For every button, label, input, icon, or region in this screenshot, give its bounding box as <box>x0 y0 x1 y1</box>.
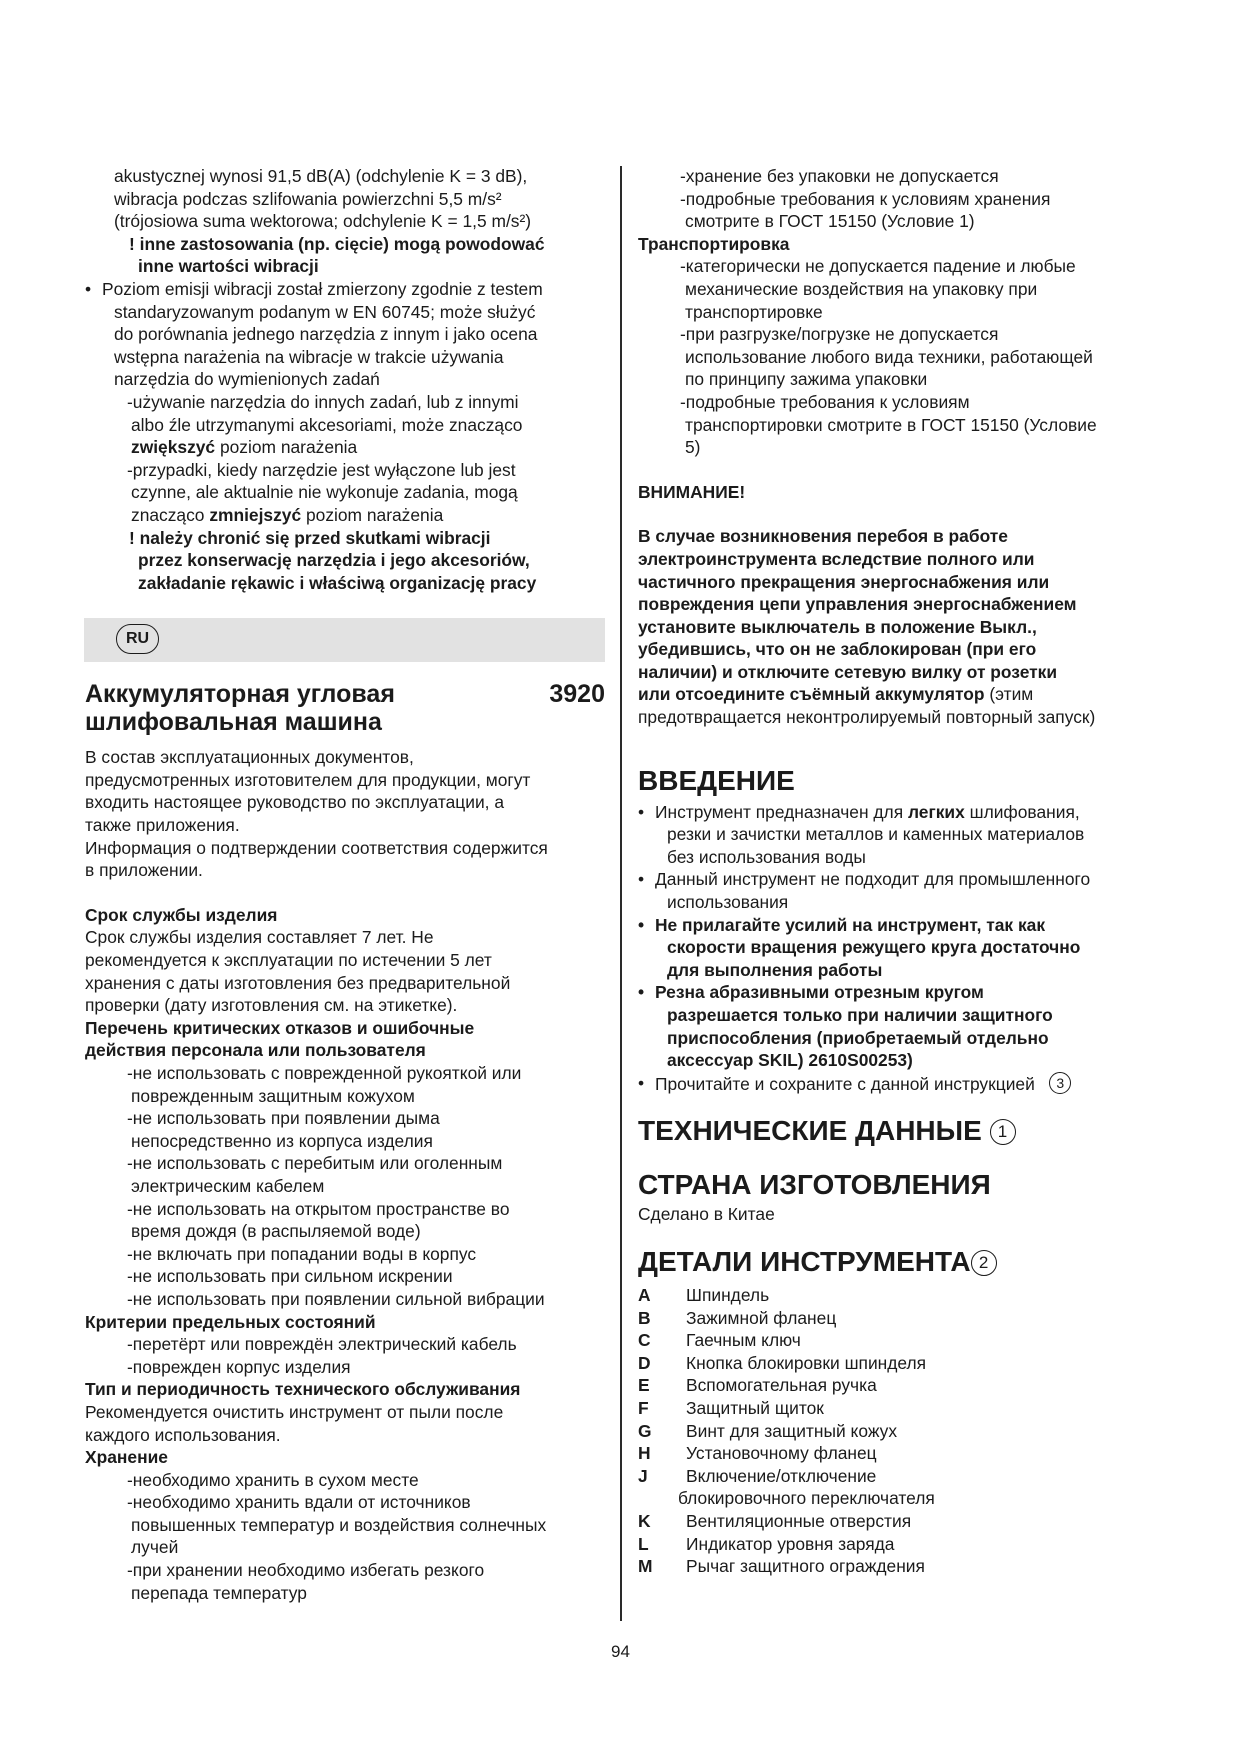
part-key: L <box>638 1533 649 1554</box>
list-item: непосредственно из корпуса изделия <box>131 1130 433 1151</box>
text-line <box>127 504 605 527</box>
part-name: Вентиляционные отверстия <box>686 1510 912 1531</box>
text-line: электроинструмента вследствие полного или <box>638 548 1035 569</box>
list-item: по принципу зажима упаковки <box>685 369 928 390</box>
part-key: C <box>638 1330 651 1351</box>
parts-row <box>638 1374 1168 1397</box>
part-key: F <box>638 1397 649 1418</box>
text-line: скорости вращения режущего круга достаточно <box>667 937 1081 958</box>
part-key: E <box>638 1375 650 1396</box>
part-name: Индикатор уровня заряда <box>686 1533 895 1554</box>
text-line <box>638 683 1168 706</box>
part-name: Зажимной фланец <box>686 1307 837 1328</box>
list-item: -категорически не допускается падение и любые <box>680 256 1076 277</box>
country-text: Сделано в Китае <box>638 1204 775 1225</box>
parts-row <box>638 1465 1168 1488</box>
text-line: albo źle utrzymanymi akcesoriami, może znacząco <box>131 414 523 435</box>
list-item: -необходимо хранить вдали от источников <box>127 1492 471 1513</box>
text-line: • Не прилагайте усилий на инструмент, так как <box>655 914 1046 935</box>
text-line: В состав эксплуатационных документов, <box>85 747 414 768</box>
figure-ref-icon: 3 <box>1049 1072 1071 1094</box>
text-line: рекомендуется к эксплуатации по истечении 5 лет <box>85 950 492 971</box>
part-name: блокировочного переключателя <box>678 1488 935 1509</box>
list-item: 5) <box>685 437 701 458</box>
text-line: przez konserwację narzędzia i jego akcesoriów, <box>138 550 530 571</box>
part-key: H <box>638 1443 651 1464</box>
text-line: zakładanie rękawic i właściwą organizację pracy <box>138 572 537 593</box>
list-item: повышенных температур и воздействия солнечных <box>131 1514 547 1535</box>
part-key: J <box>638 1465 648 1486</box>
text-line: использования <box>667 892 789 913</box>
pl-sub-1 <box>85 391 605 459</box>
text: poziom narażenia <box>301 504 444 525</box>
bullet-item <box>638 801 1168 869</box>
part-name: Установочному фланец <box>686 1443 877 1464</box>
emphasis: zwiększyć <box>131 437 216 458</box>
list-item: смотрите в ГОСТ 15150 (Условие 1) <box>685 211 975 232</box>
text-line: akustycznej wynosi 91,5 dB(A) (odchylenie K = 3 dB), <box>114 166 528 186</box>
part-key: K <box>638 1510 651 1531</box>
part-name: Защитный щиток <box>686 1397 824 1418</box>
limits-list <box>85 1333 605 1378</box>
part-name: Рычаг защитного ограждения <box>686 1556 925 1577</box>
pl-warning-1 <box>85 233 605 278</box>
list-item: -хранение без упаковки не допускается <box>680 166 999 186</box>
text-line: хранения с даты изготовления без предварительной <box>85 972 511 993</box>
text-line: do porównania jednego narzędzia z innym i jako ocena <box>114 324 538 345</box>
text-line: ! należy chronić się przed skutkami wibracji <box>129 527 491 548</box>
section-heading: Срок службы изделия <box>85 904 278 925</box>
section-heading: Перечень критических отказов и ошибочные <box>85 1017 475 1038</box>
text-line: входить настоящее руководство по эксплуатации, а <box>85 792 505 813</box>
text-line: • Данный инструмент не подходит для промышленного <box>655 869 1091 890</box>
text-line: убедившись, что он не заблокирован (при его <box>638 639 1037 660</box>
pl-sub-2 <box>85 459 605 527</box>
title-line: шлифовальная машина <box>85 708 382 737</box>
text-line: в приложении. <box>85 860 203 881</box>
list-item: -не использовать при появлении сильной вибрации <box>127 1288 545 1309</box>
section-title-intro: ВВЕДЕНИЕ <box>638 764 795 796</box>
text-line: без использования воды <box>667 846 866 867</box>
emphasis: или отсоедините съёмный аккумулятор <box>638 684 985 705</box>
list-item: лучей <box>131 1537 179 1558</box>
text-line: inne wartości wibracji <box>138 256 319 277</box>
list-item: перепада температур <box>131 1582 307 1603</box>
list-item: -подробные требования к условиям <box>680 391 970 412</box>
text-line: резки и зачистки металлов и каменных материалов <box>667 824 1085 845</box>
text-line: wibracja podczas szlifowania powierzchni 5,5 m/s² <box>114 188 502 209</box>
list-item: -перетёрт или повреждён электрический кабель <box>127 1334 517 1355</box>
text-line: предотвращается неконтролируемый повторный запуск) <box>638 707 1096 728</box>
text: (этим <box>984 684 1034 705</box>
list-item: -при хранении необходимо избегать резкого <box>127 1560 485 1581</box>
text-line: ! inne zastosowania (np. cięcie) mogą powodować <box>129 233 545 254</box>
text: шлифования, <box>964 801 1080 822</box>
section-heading: действия персонала или пользователя <box>85 1040 426 1061</box>
part-key: A <box>638 1284 651 1305</box>
text-line: для выполнения работы <box>667 959 883 980</box>
text: Прочитайте и сохраните с данной инструкцией <box>655 1073 1035 1094</box>
failures-list <box>85 1062 605 1311</box>
parts-row <box>638 1555 1168 1578</box>
attention-heading: ВНИМАНИЕ! <box>638 481 746 502</box>
text-line: Информация о подтверждении соответствия содержится <box>85 837 548 858</box>
title-line: Аккумуляторная угловая <box>85 680 395 709</box>
text-line: проверки (дату изготовления см. на этикетке). <box>85 995 458 1016</box>
list-item: время дождя (в распыляемой воде) <box>131 1221 421 1242</box>
text-line: narzędzia do wymienionych zadań <box>114 369 380 390</box>
text-line: также приложения. <box>85 815 240 836</box>
text-line <box>655 801 1168 824</box>
list-item: -не использовать на открытом пространстве во <box>127 1198 510 1219</box>
left-column <box>85 165 605 1604</box>
section-title-country: СТРАНА ИЗГОТОВЛЕНИЯ <box>638 1169 991 1201</box>
part-name: Вспомогательная ручка <box>686 1375 877 1396</box>
model-number: 3920 <box>549 680 605 709</box>
section-heading: Транспортировка <box>638 233 790 254</box>
part-name: Кнопка блокировки шпинделя <box>686 1352 927 1373</box>
list-item: -поврежден корпус изделия <box>127 1356 351 1377</box>
section-heading: Тип и периодичность технического обслуживания <box>85 1379 521 1400</box>
text-line: (trójosiowa suma wektorowa; odchylenie K = 1,5 m/s²) <box>114 211 532 232</box>
text: poziom narażenia <box>215 437 358 458</box>
text-line: приспособления (приобретаемый отдельно <box>667 1027 1049 1048</box>
list-item: электрическим кабелем <box>131 1175 325 1196</box>
parts-row <box>638 1352 1168 1375</box>
list-item: -при разгрузке/погрузке не допускается <box>680 324 999 345</box>
parts-row <box>638 1329 1168 1352</box>
section-heading: Критерии предельных состояний <box>85 1311 376 1332</box>
pl-warning-2 <box>85 527 605 595</box>
text-line <box>655 1072 1168 1096</box>
heading-text: ТЕХНИЧЕСКИЕ ДАННЫЕ <box>638 1115 982 1147</box>
part-name: Винт для защитный кожух <box>686 1420 898 1441</box>
text-line: • Poziom emisji wibracji został zmierzony zgodnie z testem <box>102 278 543 299</box>
text-line: wstępna narażenia na wibracje w trakcie używania <box>114 346 504 367</box>
storage-continued <box>638 165 1168 233</box>
list-item: транспортировке <box>685 301 823 322</box>
section-title-parts <box>638 1246 1168 1278</box>
text-line: Срок службы изделия составляет 7 лет. Не <box>85 927 434 948</box>
text-line <box>127 436 605 459</box>
list-item: механические воздействия на упаковку при <box>685 278 1038 299</box>
emphasis: zmniejszyć <box>209 504 302 525</box>
right-column <box>638 165 1168 1578</box>
text-line: каждого использования. <box>85 1424 281 1445</box>
bullet-item <box>638 914 1168 982</box>
text-line: наличии) и отключите сетевую вилку от розетки <box>638 661 1058 682</box>
list-item: -не включать при попадании воды в корпус <box>127 1243 477 1264</box>
list-item: использование любого вида техники, работающей <box>685 346 1093 367</box>
language-bar <box>84 618 605 662</box>
bullet-item <box>638 981 1168 1071</box>
language-badge: RU <box>116 624 159 654</box>
text: Инструмент предназначен для <box>655 801 908 822</box>
parts-row <box>638 1510 1168 1533</box>
parts-row <box>638 1487 1168 1510</box>
pl-bullet <box>85 278 605 391</box>
text-line: предусмотренных изготовителем для продукции, могут <box>85 769 531 790</box>
pl-vibration-text <box>85 165 605 233</box>
part-key: D <box>638 1352 651 1373</box>
figure-ref-icon: 2 <box>971 1250 997 1276</box>
text-line: standaryzowanym podanym w EN 60745; może służyć <box>114 301 536 322</box>
text-line: аксессуар SKIL) 2610S00253) <box>667 1050 913 1071</box>
parts-row <box>638 1307 1168 1330</box>
part-key: B <box>638 1307 651 1328</box>
text-line: частичного прекращения энергоснабжения или <box>638 571 1050 592</box>
text: znacząco <box>131 504 210 525</box>
parts-row <box>638 1397 1168 1420</box>
part-key: M <box>638 1556 653 1577</box>
parts-list <box>638 1284 1168 1578</box>
product-title <box>85 680 605 736</box>
page-number: 94 <box>611 1642 630 1661</box>
part-name: Включение/отключение <box>686 1465 877 1486</box>
text-line: -używanie narzędzia do innych zadań, lub z innymi <box>127 391 519 412</box>
text-line: czynne, ale aktualnie nie wykonuje zadania, mogą <box>131 482 518 503</box>
parts-row <box>638 1442 1168 1465</box>
text-line: -przypadki, kiedy narzędzie jest wyłączone lub jest <box>127 459 516 480</box>
text-line: В случае возникновения перебоя в работе <box>638 526 1008 547</box>
intro-text <box>85 746 605 882</box>
parts-row <box>638 1420 1168 1443</box>
parts-row <box>638 1533 1168 1556</box>
list-item: -не использовать с поврежденной рукояткой или <box>127 1063 522 1083</box>
column-divider <box>620 166 622 1621</box>
parts-row <box>638 1284 1168 1307</box>
emphasis: легких <box>907 801 965 822</box>
bullet-item <box>638 868 1168 913</box>
list-item: -не использовать при сильном искрении <box>127 1266 453 1287</box>
list-item: -не использовать с перебитым или оголенным <box>127 1153 503 1174</box>
part-key: G <box>638 1420 652 1441</box>
attention-text <box>638 525 1168 728</box>
text-line: повреждения цепи управления энергоснабжением <box>638 594 1077 615</box>
list-item: -не использовать при появлении дыма <box>127 1108 440 1129</box>
text-line: • Резна абразивными отрезным кругом <box>655 982 984 1003</box>
part-name: Шпиндель <box>686 1284 770 1305</box>
text-line: разрешается только при наличии защитного <box>667 1005 1053 1025</box>
storage-list <box>85 1469 605 1605</box>
part-name: Гаечным ключ <box>686 1330 801 1351</box>
list-item: -необходимо хранить в сухом месте <box>127 1469 419 1490</box>
list-item: -подробные требования к условиям хранения <box>680 188 1051 209</box>
heading-text: ДЕТАЛИ ИНСТРУМЕНТА <box>638 1245 971 1277</box>
bullet-item <box>638 1072 1168 1096</box>
list-item: поврежденным защитным кожухом <box>131 1085 415 1106</box>
text-line: установите выключатель в положение Выкл., <box>638 616 1037 637</box>
section-heading: Хранение <box>85 1447 168 1468</box>
list-item: транспортировки смотрите в ГОСТ 15150 (Условие <box>685 414 1097 435</box>
figure-ref-icon: 1 <box>990 1119 1016 1145</box>
section-title-tech <box>638 1115 1168 1147</box>
transport-list <box>638 255 1168 458</box>
text-line: Рекомендуется очистить инструмент от пыли после <box>85 1401 504 1422</box>
